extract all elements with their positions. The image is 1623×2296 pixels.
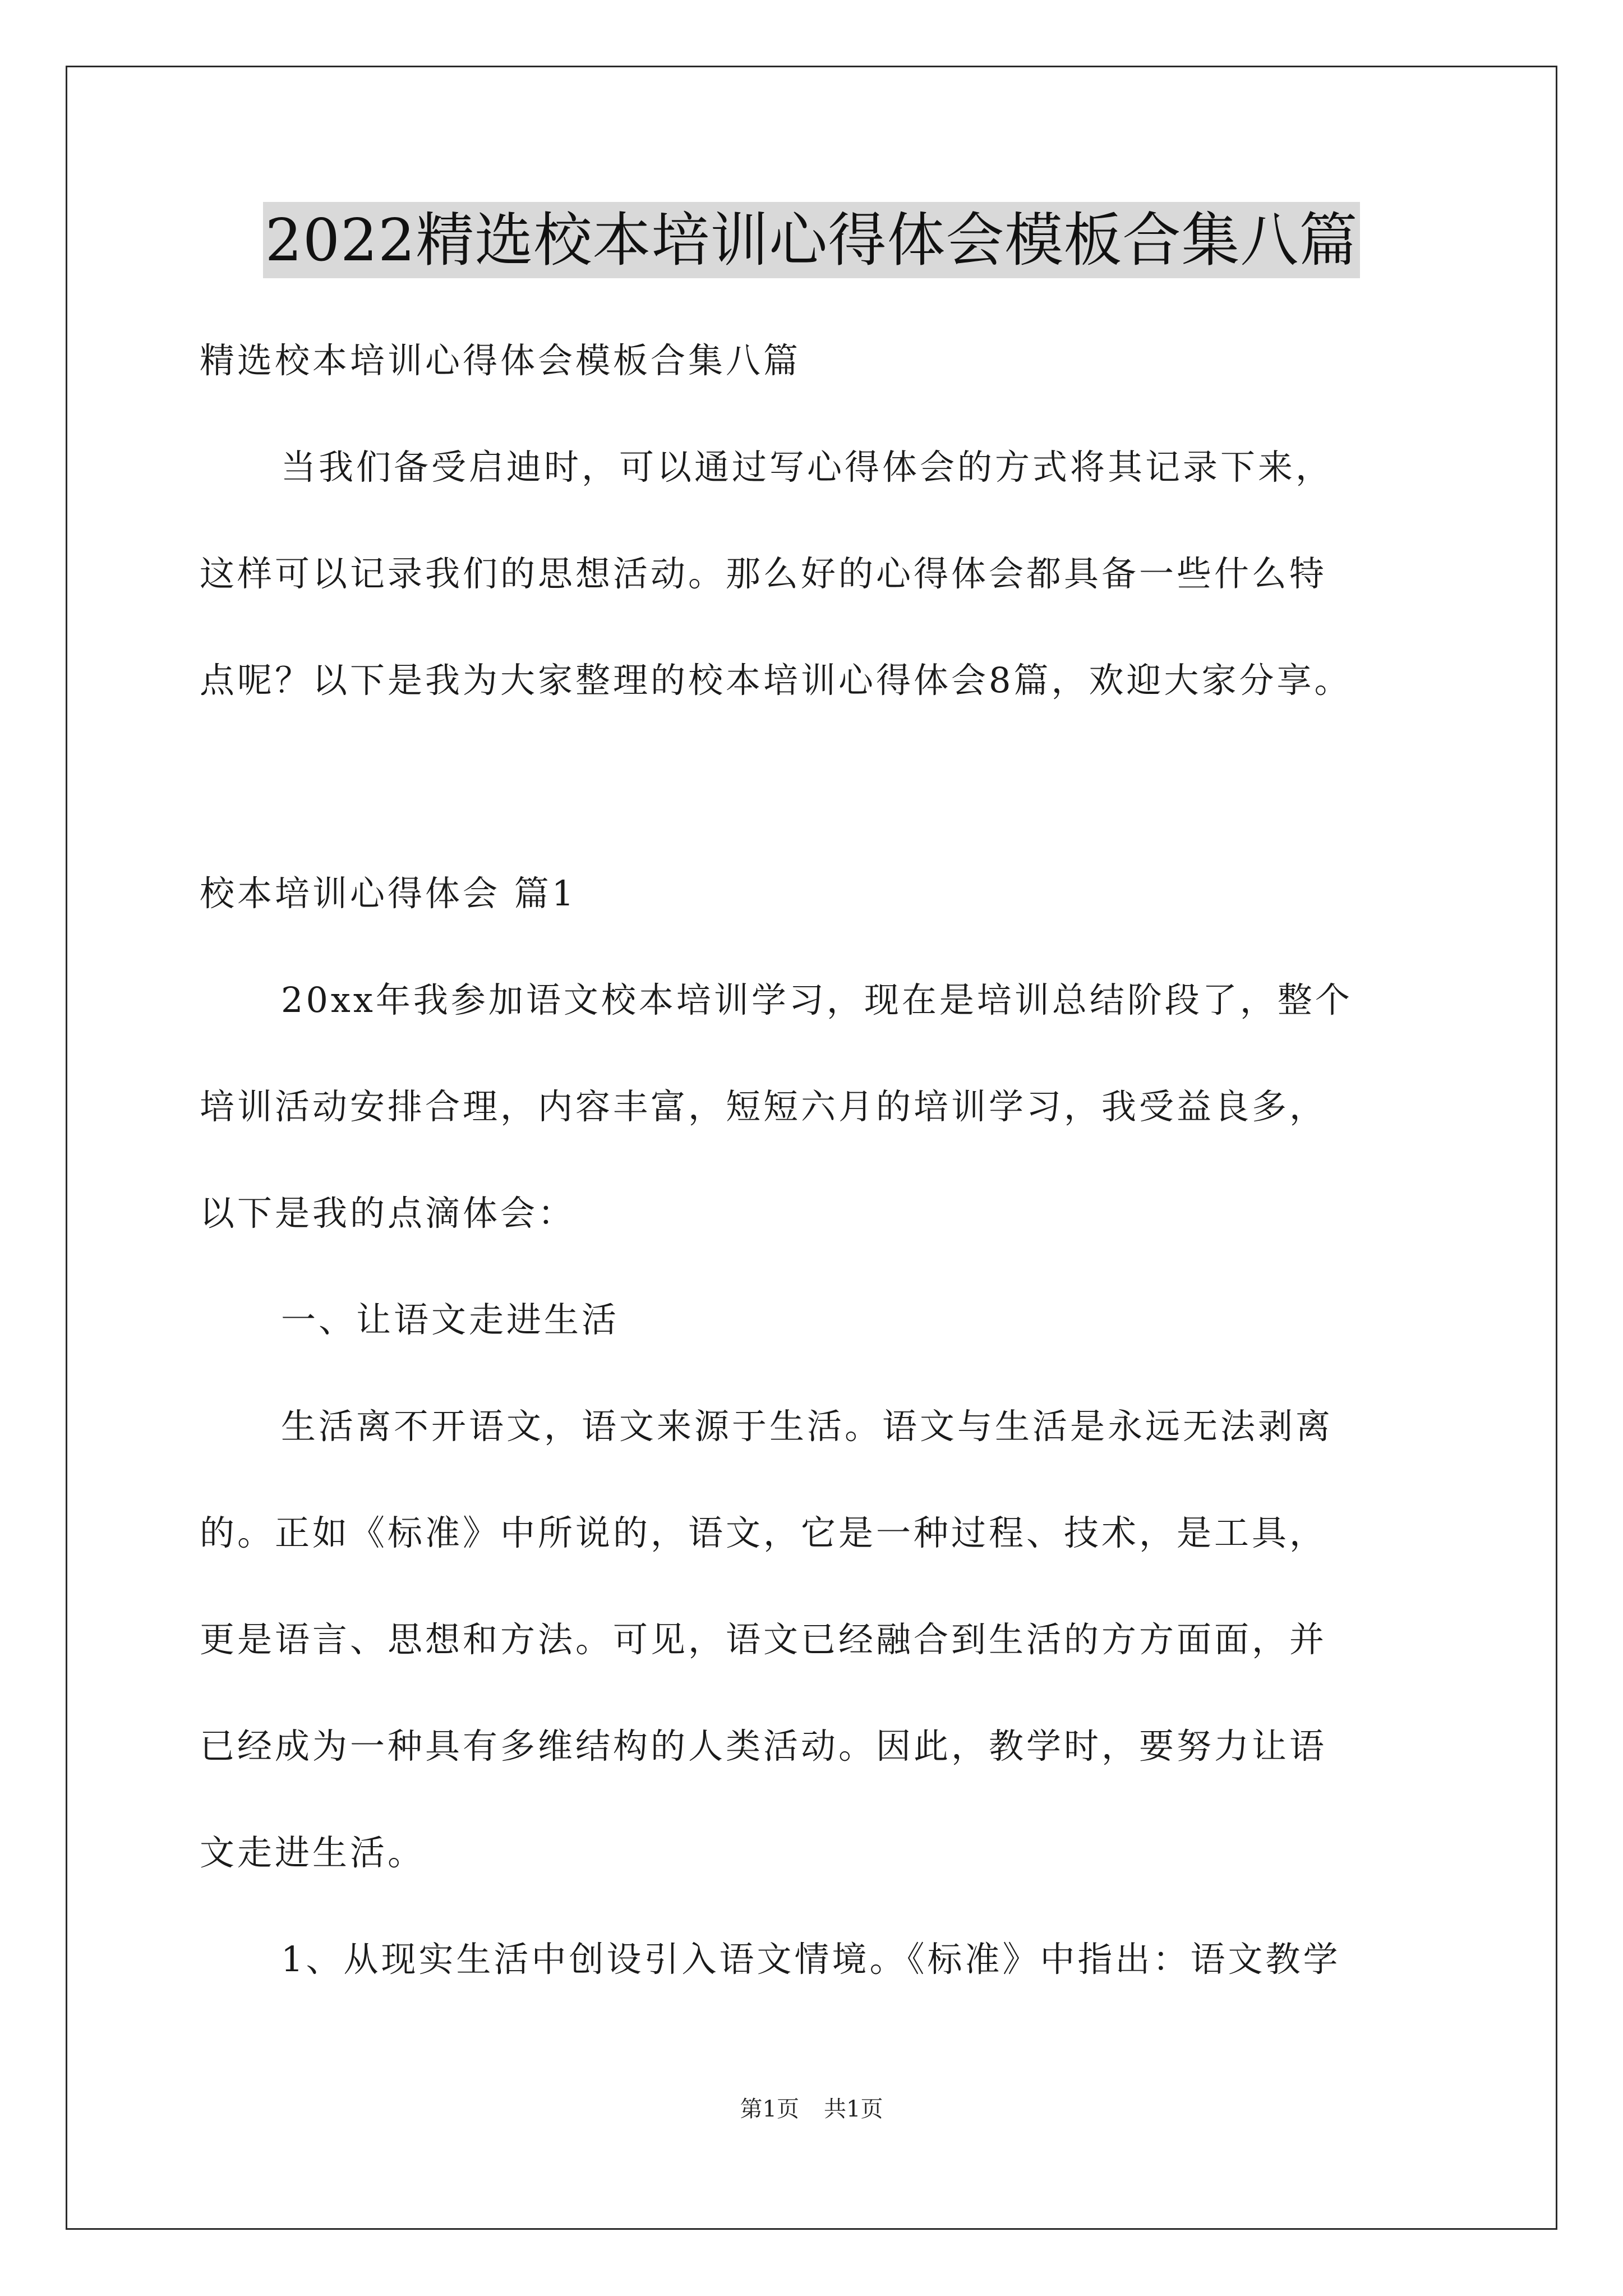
paragraph-line: 生活离不开语文，语文来源于生活。语文与生活是永远无法剥离 — [281, 1406, 1334, 1447]
intro-line: 点呢？以下是我为大家整理的校本培训心得体会8篇，欢迎大家分享。 — [200, 660, 1352, 701]
paragraph-line: 的。正如《标准》中所说的，语文，它是一种过程、技术，是工具， — [200, 1512, 1327, 1553]
intro-line: 当我们备受启迪时，可以通过写心得体会的方式将其记录下来， — [281, 447, 1334, 487]
page-footer — [0, 2091, 1623, 2123]
paragraph-line: 更是语言、思想和方法。可见，语文已经融合到生活的方方面面，并 — [200, 1619, 1327, 1660]
paragraph-line: 文走进生活。 — [200, 1832, 426, 1873]
title-container — [0, 202, 1623, 278]
document-subtitle: 精选校本培训心得体会模板合集八篇 — [200, 340, 801, 381]
page-number-total: 共1页 — [824, 2096, 883, 2122]
paragraph-line: 1、从现实生活中创设引入语文情境。《标准》中指出：语文教学 — [281, 1939, 1341, 1980]
page-number-current: 第1页 — [740, 2096, 799, 2122]
paragraph-line: 20xx年我参加语文校本培训学习，现在是培训总结阶段了，整个 — [281, 979, 1353, 1020]
document-body — [200, 307, 1428, 2013]
paragraph-gap — [200, 734, 1428, 840]
paragraph-line: 已经成为一种具有多维结构的人类活动。因此，教学时，要努力让语 — [200, 1726, 1327, 1766]
subheading: 一、让语文走进生活 — [281, 1299, 620, 1340]
document-title: 2022精选校本培训心得体会模板合集八篇 — [263, 202, 1361, 278]
section-heading: 校本培训心得体会 篇1 — [200, 873, 577, 914]
paragraph-line: 以下是我的点滴体会： — [200, 1193, 576, 1234]
paragraph-line: 培训活动安排合理，内容丰富，短短六月的培训学习，我受益良多， — [200, 1086, 1327, 1127]
intro-line: 这样可以记录我们的思想活动。那么好的心得体会都具备一些什么特 — [200, 553, 1327, 594]
